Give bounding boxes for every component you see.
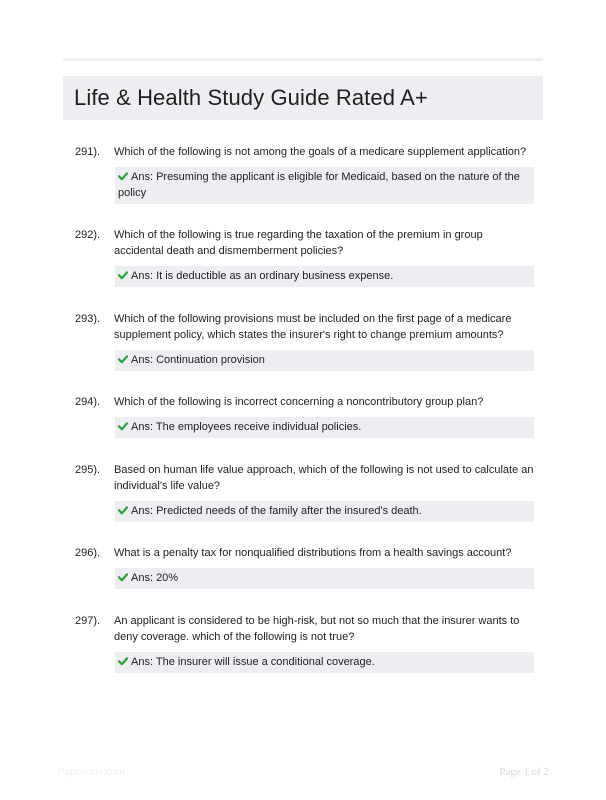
question-number: 293). (75, 313, 101, 325)
qa-item (75, 311, 545, 371)
check-icon (118, 171, 128, 181)
question-row (75, 311, 545, 343)
page-number: Page 1 of 2 (499, 766, 549, 778)
qa-item (75, 227, 545, 287)
question-text: What is a penalty tax for nonqualified distributions from a health savings account? (114, 547, 512, 559)
question-text: Which of the following is true regarding the taxation of the premium in group accidental death and dismemberment policies? (114, 229, 483, 257)
check-icon (118, 270, 128, 280)
check-icon (118, 656, 128, 666)
answer-text: Ans: The insurer will issue a conditional coverage. (131, 656, 375, 668)
question-number: 292). (75, 229, 101, 241)
footer-watermark: Papersbie.com (58, 767, 125, 778)
qa-item (75, 394, 545, 438)
question-text: An applicant is considered to be high-risk, but not so much that the insurer wants to deny coverage. which of the following is not true? (114, 615, 520, 643)
answer-text: Ans: It is deductible as an ordinary business expense. (131, 270, 394, 282)
question-row (75, 545, 545, 561)
answer-text: Ans: Predicted needs of the family after the insured's death. (131, 505, 422, 517)
question-row (75, 462, 545, 494)
qa-item (75, 462, 545, 522)
question-number: 291). (75, 146, 101, 158)
check-icon (118, 354, 128, 364)
answer-box (115, 167, 534, 204)
question-text: Based on human life value approach, which of the following is not used to calculate an individual's life value? (114, 464, 534, 492)
top-divider (63, 58, 543, 61)
answer-box (115, 266, 534, 287)
question-text: Which of the following provisions must be included on the first page of a medicare supplement policy, which states the insurer's right to change premium amounts? (114, 313, 512, 341)
qa-item (75, 545, 545, 589)
title-banner (63, 76, 543, 120)
question-text: Which of the following is incorrect concerning a noncontributory group plan? (114, 396, 484, 408)
answer-box (115, 501, 534, 522)
answer-box (115, 417, 534, 438)
question-row (75, 144, 545, 160)
qa-item (75, 613, 545, 673)
question-row (75, 394, 545, 410)
answer-box (115, 568, 534, 589)
check-icon (118, 572, 128, 582)
question-number: 294). (75, 396, 101, 408)
answer-box (115, 350, 534, 371)
question-text: Which of the following is not among the goals of a medicare supplement application? (114, 146, 527, 158)
answer-text: Ans: Presuming the applicant is eligible for Medicaid, based on the nature of the policy (118, 171, 520, 199)
question-number: 295). (75, 464, 101, 476)
answer-text: Ans: Continuation provision (131, 354, 265, 366)
answer-text: Ans: The employees receive individual policies. (131, 421, 362, 433)
document-title: Life & Health Study Guide Rated A+ (74, 85, 428, 110)
check-icon (118, 421, 128, 431)
question-row (75, 613, 545, 645)
qa-item (75, 144, 545, 204)
check-icon (118, 505, 128, 515)
answer-box (115, 652, 534, 673)
question-number: 297). (75, 615, 101, 627)
answer-text: Ans: 20% (131, 572, 179, 584)
question-row (75, 227, 545, 259)
question-number: 296). (75, 547, 101, 559)
